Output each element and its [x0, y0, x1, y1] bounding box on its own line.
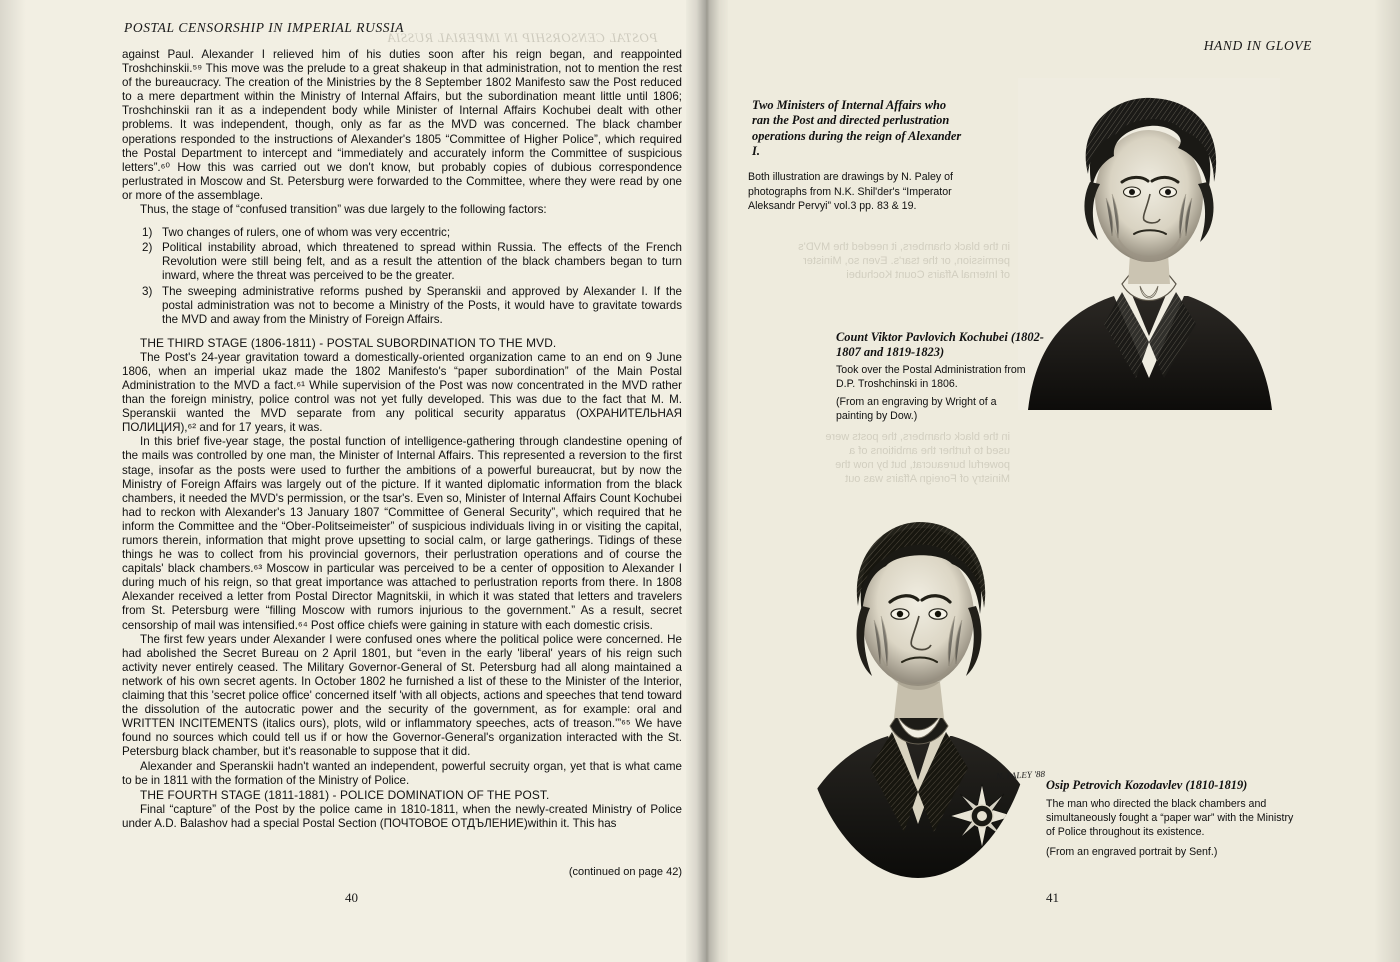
plate-credit: Both illustration are drawings by N. Paley of photographs from N.K. Shil'der's “Imperator Aleksandr Pervyi” vol.3 pp. 83 & 19. — [748, 171, 953, 213]
running-head-left: POSTAL CENSORSHIP IN IMPERIAL RUSSIA — [124, 20, 405, 35]
list-marker: 1) — [142, 226, 153, 240]
paragraph: against Paul. Alexander I relieved him of his duties soon after his reign began, and reappointed Troshchinskii.⁵⁹ This move was the prelude to a great shakeup in that administration, not to mention the rest of the bureaucracy. The creation of the Ministries by the 8 September 1802 Manifesto saw the Post reduced to a mere department within the Ministry of Internal Affairs, but the subordination meant little until 1806; Troshchinskii ran it as a independent body while Minister of Internal Affairs Kochubei dealt with other problems. It was independent, though, only as far as the MVD was concerned. The black chamber operations responded to the instructions of Alexander's 1805 “Committee of Higher Police”, which required the Postal Department to intercept and “immediately and accurately inform the Committee of suspicious letters”.⁶⁰ How this was carried out we don't know, but probably copies of dubious correspondence perlustrated in Moscow and St. Petersburg were forwarded to the Committee, where they were read by one or more of the assemblage. — [122, 48, 682, 202]
portrait-kozodavlev-illustration — [792, 486, 1044, 888]
left-text-column — [122, 48, 682, 831]
list-marker: 2) — [142, 241, 153, 255]
paragraph: The Post's 24-year gravitation toward a domestically-oriented organization came to an end on 9 June 1806, when an imperial ukaz made the 1802 Manifesto's “paper subordination” of the Main Postal Administration to the MVD a fact.⁶¹ While supervision of the Post was now concentrated in the MVD rather than the foreign ministry, police control was not yet fully developed. This was due to the fact that M. M. Speranskii wanted the MVD separate from any political security apparatus (ОХРАНИТЕЛЬНАЯ ПОЛИЦИЯ),⁶² and for 17 years, it was. — [122, 350, 682, 435]
portrait-kozodavlev-caption-title: Osip Petrovich Kozodavlev (1810-1819) — [1046, 778, 1248, 792]
portrait-kozodavlev-caption-source: (From an engraved portrait by Senf.) — [1046, 846, 1218, 858]
paragraph: In this brief five-year stage, the postal function of intelligence-gathering through clandestine opening of the mails was controlled by one man, the Minister of Internal Affairs. This represented a reversion to the first stage, insofar as the posts were used to further the ambitions of a powerful bureaucrat, but by now the Ministry of Foreign Affairs was largely out of the picture. If it wanted diplomatic information from the black chambers, it needed the MVD's permission, or the tsar's. Even so, Minister of Internal Affairs Count Kochubei had to reckon with Alexander's 13 January 1807 “Committee of General Security”, which required that he inform the Committee and the “Ober-Politseimeister” of suspicious individuals living in or visiting the capital, rumors therein, information that might prove upsetting to social calm, or large gatherings. Tidings of these things he was to collect from his provincial governors, their perlustration operations and of course the capitals' black chambers.⁶³ Moscow in particular was perceived to be a center of opposition to Alexander I during much of his reign, so that great importance was attached to perlustration reports from there. In 1808 Alexander received a letter from Postal Director Magnitskii, in which it was stated that letters and travelers from St. Petersburg were “filling Moscow with rumors injurious to the government.” As a result, secret censorship of mail was intensified.⁶⁴ Post office chiefs were gaining in stature with each domestic crisis. — [122, 435, 682, 632]
right-edge-shadow — [1374, 0, 1400, 962]
list-item-text: Political instability abroad, which threatened to spread within Russia. The effects of the French Revolution were still being felt, and as a result the attention of the black chambers began to turn inward, where the threat was perceived to be the greater. — [162, 241, 682, 283]
portrait-kochubei-illustration — [1018, 78, 1280, 410]
list-item — [142, 226, 682, 240]
list-item — [142, 241, 682, 283]
paragraph: The first few years under Alexander I were confused ones where the political police were concerned. He had abolished the Secret Bureau on 2 April 1801, but “even in the early 'liberal' years of his reign such activity never entirely ceased. The Military Governor-General of St. Petersburg had all along maintained a network of his own secret agents. In October 1802 he furnished a list of these to the Minister of the Interior, claiming that this 'secret police office' concerned itself 'with all objects, actions and speeches that tend toward the dissolution of the autocratic power and the security of the government, as for example: oral and WRITTEN INCITEMENTS (italics ours), plots, wild or inflammatory speeches, acts of treason.'”⁶⁵ We have found no sources which could tell us if or how the Governor-General's organization interacted with the St. Petersburg black chamber, but it's reasonable to suppose that it did. — [122, 632, 683, 759]
list-item-text: The sweeping administrative reforms pushed by Speranskii and approved by Alexander I. If the postal administration was not to become a Ministry of the Posts, it would have to gravitate towards the MVD and away from the Ministry of Foreign Affairs. — [162, 284, 682, 326]
continued-note: (continued on page 42) — [568, 866, 682, 878]
portrait-kochubei — [1018, 78, 1280, 410]
plate-caption: Two Ministers of Internal Affairs who ran the Post and directed perlustration operations during the reign of Alexander I. — [752, 98, 962, 159]
portrait-kochubei-caption-body: Took over the Postal Administration from D.P. Troshchinski in 1806. — [836, 364, 1026, 391]
list-marker: 3) — [142, 284, 153, 298]
paragraph: Alexander and Speranskii hadn't wanted an independent, powerful secruity organ, yet that is what came to be in 1811 with the formation of the Ministry of Police. — [122, 759, 682, 787]
portrait-kochubei-caption-source: (From an engraving by Wright of a painting by Dow.) — [836, 396, 997, 423]
page-number-left: 40 — [345, 890, 358, 905]
paragraph: Thus, the stage of “confused transition” was due largely to the following factors: — [140, 203, 547, 217]
artist-signature: N. PALEY '88 — [995, 768, 1046, 782]
portrait-kozodavlev — [792, 486, 1044, 888]
paragraph: Final “capture” of the Post by the police came in 1810-1811, when the newly-created Ministry of Police under A.D. Balashov had a special Postal Section (ПОЧТОВОЕ ОТДЪЛЕНИЕ)within it. This has — [122, 802, 682, 830]
factors-list — [122, 226, 682, 327]
bleed-through-running-head: POSTAL CENSORSHIP IN IMPERIAL RUSSIA — [387, 30, 658, 45]
left-edge-shadow — [0, 0, 26, 962]
book-gutter-shadow — [686, 0, 728, 962]
list-item-text: Two changes of rulers, one of whom was very eccentric; — [162, 226, 451, 240]
list-item — [142, 284, 682, 327]
running-head-right: HAND IN GLOVE — [1203, 38, 1312, 53]
section-heading-third-stage: THE THIRD STAGE (1806-1811) - POSTAL SUBORDINATION TO THE MVD. — [140, 335, 557, 350]
portrait-kochubei-caption-title: Count Viktor Pavlovich Kochubei (1802-1807 and 1819-1823) — [836, 330, 1044, 360]
portrait-kozodavlev-caption-body: The man who directed the black chambers and simultaneously fought a “paper war” with the Ministry of Police throughout its existence. — [1046, 798, 1294, 839]
page-number-right: 41 — [1046, 890, 1059, 905]
section-heading-fourth-stage: THE FOURTH STAGE (1811-1881) - POLICE DOMINATION OF THE POST. — [140, 787, 550, 802]
